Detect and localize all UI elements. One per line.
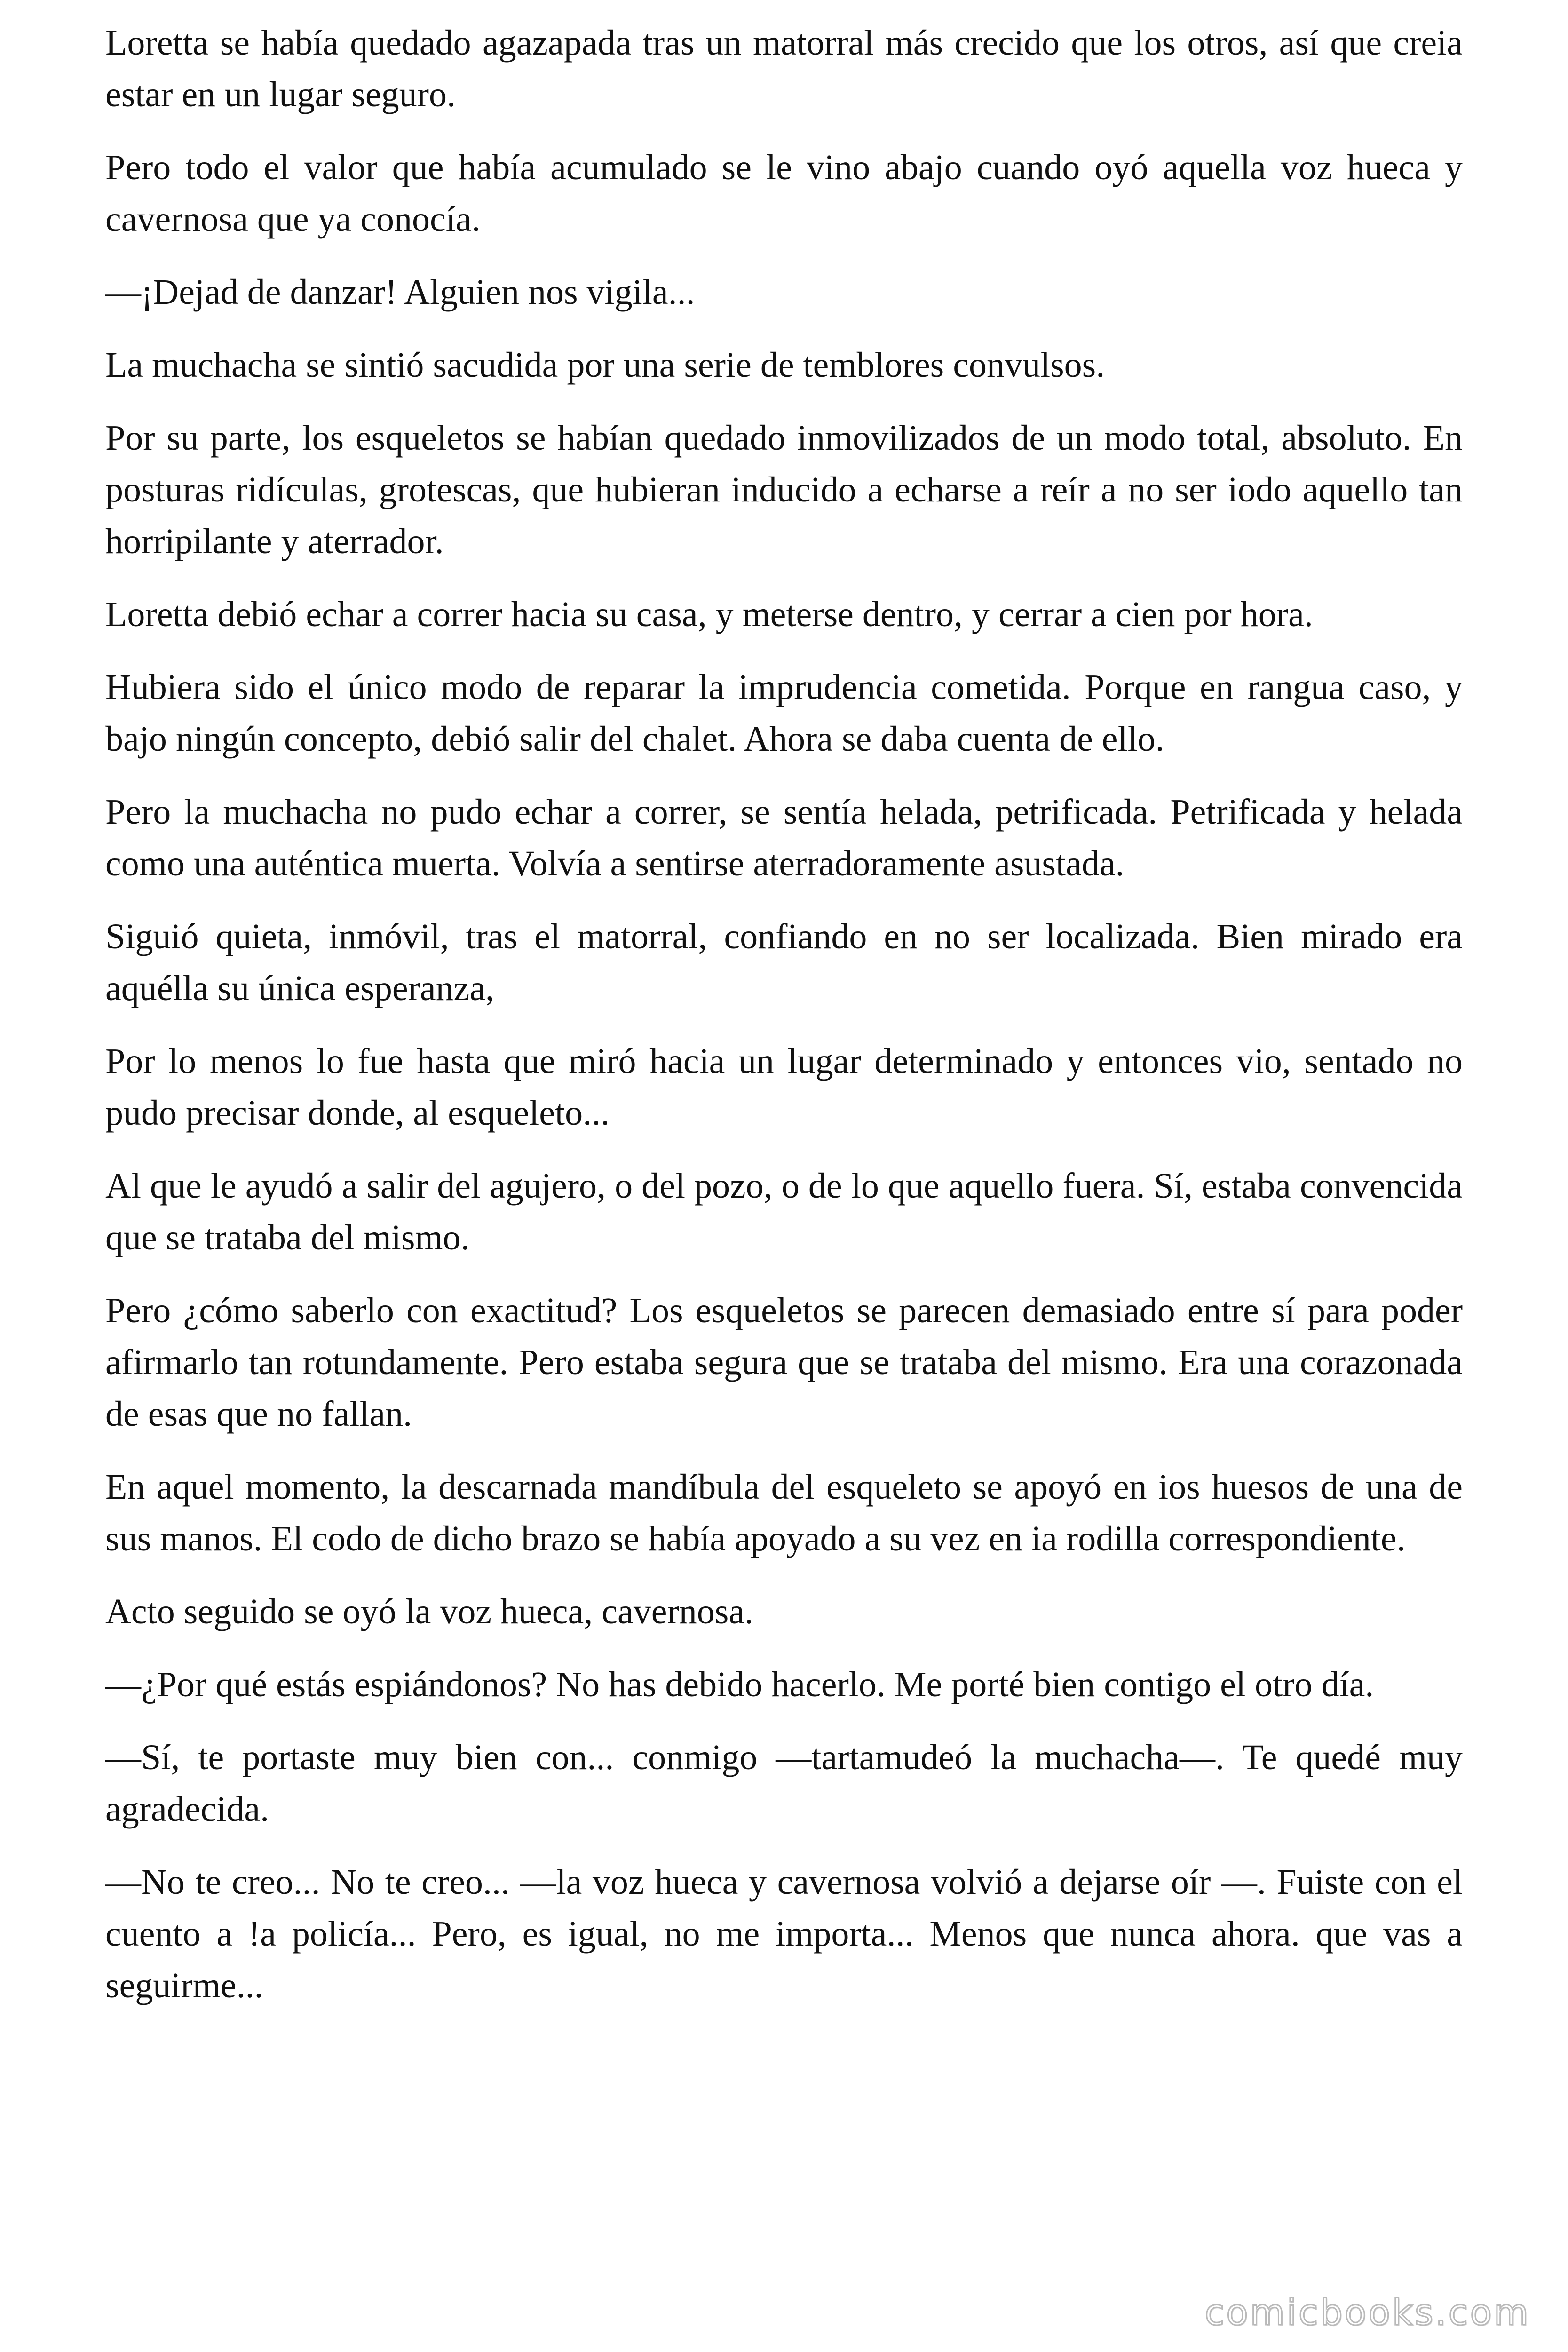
paragraph-13: En aquel momento, la descarnada mandíbula del esqueleto se apoyó en ios huesos de una de sus manos. El codo de dicho brazo se había apoyado a su vez en ia rodilla correspondiente. (105, 1467, 1463, 1558)
paragraph-16: —Sí, te portaste muy bien con... conmigo —tartamudeó la muchacha—. Te quedé muy agradecida. (105, 1738, 1463, 1829)
paragraph-3: —¡Dejad de danzar! Alguien nos vigila... (105, 272, 695, 312)
paragraph-8: Pero la muchacha no pudo echar a correr, se sentía helada, petrificada. Petrificada y helada como una auténtica muerta. Volvía a sentirse aterradoramente asustada. (105, 792, 1463, 883)
paragraph-11: Al que le ayudó a salir del agujero, o del pozo, o de lo que aquello fuera. Sí, estaba convencida que se trataba del mismo. (105, 1166, 1463, 1257)
text-column (105, 17, 1463, 2033)
paragraph-14: Acto seguido se oyó la voz hueca, cavernosa. (105, 1592, 754, 1631)
watermark: comicbooks.com (1204, 2291, 1530, 2333)
paragraph-9: Siguió quieta, inmóvil, tras el matorral, confiando en no ser localizada. Bien mirado era aquélla su única esperanza, (105, 917, 1463, 1008)
paragraph-15: —¿Por qué estás espiándonos? No has debido hacerlo. Me porté bien contigo el otro día. (105, 1665, 1374, 1704)
paragraph-5: Por su parte, los esqueletos se habían quedado inmovilizados de un modo total, absoluto. En posturas ridículas, grotescas, que hubieran inducido a echarse a reír a no ser iodo aquello tan horripilante y aterrador. (105, 418, 1463, 561)
paragraph-6: Loretta debió echar a correr hacia su casa, y meterse dentro, y cerrar a cien por hora. (105, 595, 1313, 634)
paragraph-1: Loretta se había quedado agazapada tras un matorral más crecido que los otros, así que creia estar en un lugar seguro. (105, 23, 1463, 114)
paragraph-7: Hubiera sido el único modo de reparar la imprudencia cometida. Porque en rangua caso, y bajo ningún concepto, debió salir del chalet. Ahora se daba cuenta de ello. (105, 667, 1463, 759)
paragraph-4: La muchacha se sintió sacudida por una serie de temblores convulsos. (105, 345, 1105, 385)
paragraph-17: —No te creo... No te creo... —la voz hueca y cavernosa volvió a dejarse oír —. Fuiste con el cuento a !a policía... Pero, es igual, no me importa... Menos que nunca ahora. que vas a seguirme... (105, 1862, 1463, 2005)
paragraph-12: Pero ¿cómo saberlo con exactitud? Los esqueletos se parecen demasiado entre sí para poder afirmarlo tan rotundamente. Pero estaba segura que se trataba del mismo. Era una corazonada de esas que no fallan. (105, 1291, 1463, 1434)
paragraph-2: Pero todo el valor que había acumulado se le vino abajo cuando oyó aquella voz hueca y cavernosa que ya conocía. (105, 148, 1463, 239)
paragraph-10: Por lo menos lo fue hasta que miró hacia un lugar determinado y entonces vio, sentado no pudo precisar donde, al esqueleto... (105, 1041, 1463, 1133)
